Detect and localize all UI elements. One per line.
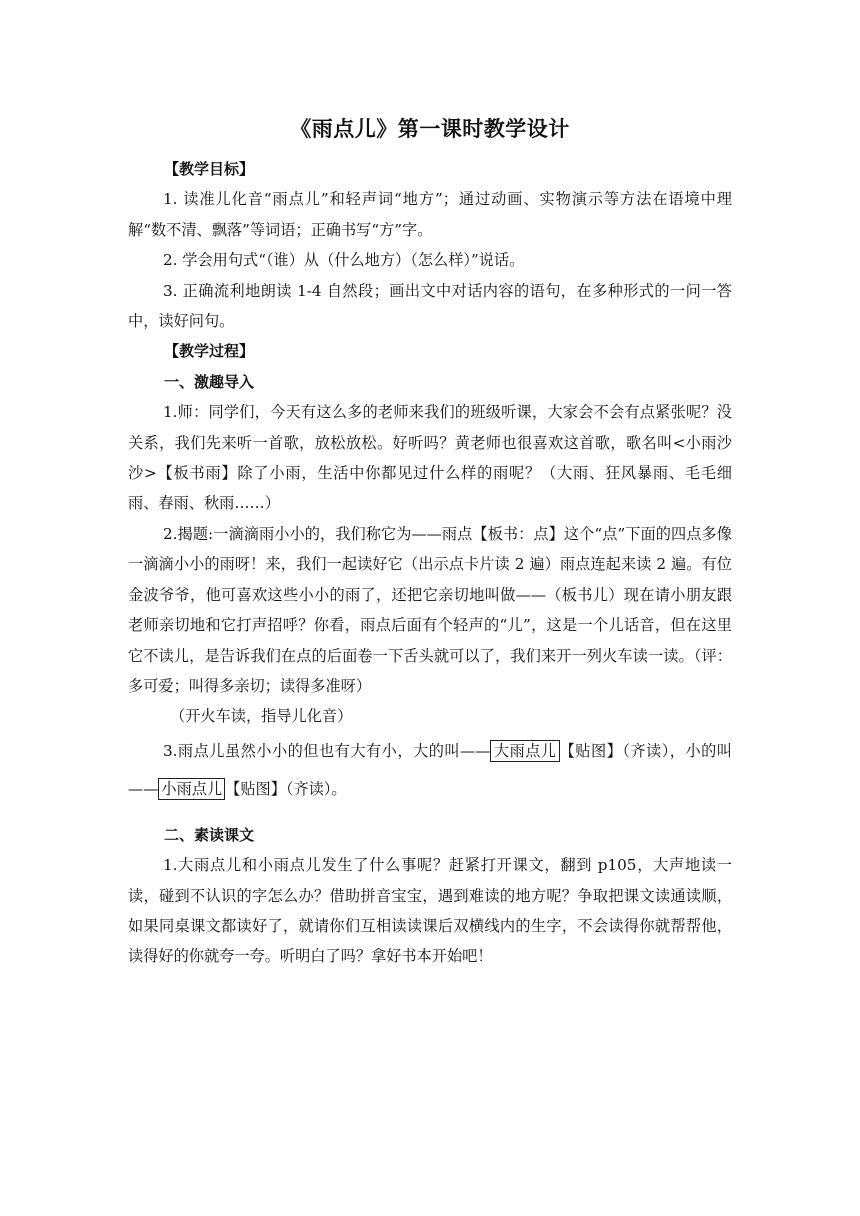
goal-paragraph: 1. 读准儿化音“雨点儿”和轻声词“地方”；通过动画、实物演示等方法在语境中理解“数不清、飘落”等词语；正确书写“方”字。 — [128, 190, 732, 239]
part-heading-intro: 一、激趣导入 — [164, 372, 255, 391]
body-note: （开火车读，指导儿化音） — [170, 707, 353, 726]
goal-paragraph: 2. 学会用句式“（谁）从（什么地方）（怎么样）”说话。 — [162, 251, 525, 270]
body-paragraph-with-boxes — [128, 732, 732, 808]
paragraph-text: 3.雨点儿虽然小小的但也有大有小，大的叫—— — [162, 741, 491, 760]
section-heading-goals: 【教学目标】 — [164, 160, 255, 178]
document-body — [128, 154, 732, 972]
boxed-word: 小雨点儿 — [158, 778, 225, 800]
document-title: 《雨点儿》第一课时教学设计 — [290, 117, 570, 141]
part-heading-reading: 二、素读课文 — [164, 825, 255, 844]
body-paragraph: 2.揭题:一滴滴雨小小的，我们称它为——雨点【板书：点】这个“点”下面的四点多像一滴滴小小的雨呀！来，我们一起读好它（出示点卡片读 2 遍）雨点连起来读 2 遍。有位金波爷爷，他可喜欢这些小小的雨了，还把它亲切地叫做——（板书儿）现在请小朋友跟老师亲切地和它打声招呼？你看，雨点后面有个轻声的“儿”，这是一个儿话音，但在这里它不读儿，是告诉我们在点的后面卷一下舌头就可以了，我们来开一列火车读一读。（评：多可爱；叫得多亲切；读得多准呀） — [128, 524, 732, 695]
paragraph-text: 【贴图】（齐读）。 — [225, 779, 347, 798]
body-paragraph: 1.师：同学们，今天有这么多的老师来我们的班级听课，大家会不会有点紧张呢？没关系，我们先来听一首歌，放松放松。好听吗？黄老师也很喜欢这首歌，歌名叫<小雨沙沙>【板书雨】除了小雨，生活中你都见过什么样的雨呢？（大雨、狂风暴雨、毛毛细雨、春雨、秋雨……） — [128, 403, 732, 513]
body-paragraph: 1.大雨点儿和小雨点儿发生了什么事呢？赶紧打开课文，翻到 p105，大声地读一读，碰到不认识的字怎么办？借助拼音宝宝，遇到难读的地方呢？争取把课文读通读顺，如果同桌课文都读好了，就请你们互相读读课后双横线内的生字，不会读得你就帮帮他，读得好的你就夸一夸。听明白了吗？拿好书本开始吧！ — [128, 856, 732, 966]
spacer — [128, 808, 732, 820]
goal-paragraph: 3. 正确流利地朗读 1-4 自然段；画出文中对话内容的语句，在多种形式的一问一答中，读好问句。 — [128, 281, 732, 331]
paragraph-text: 【贴图】（齐读），小的叫—— — [128, 741, 732, 798]
section-heading-process: 【教学过程】 — [164, 342, 255, 361]
boxed-word: 大雨点儿 — [490, 740, 559, 762]
